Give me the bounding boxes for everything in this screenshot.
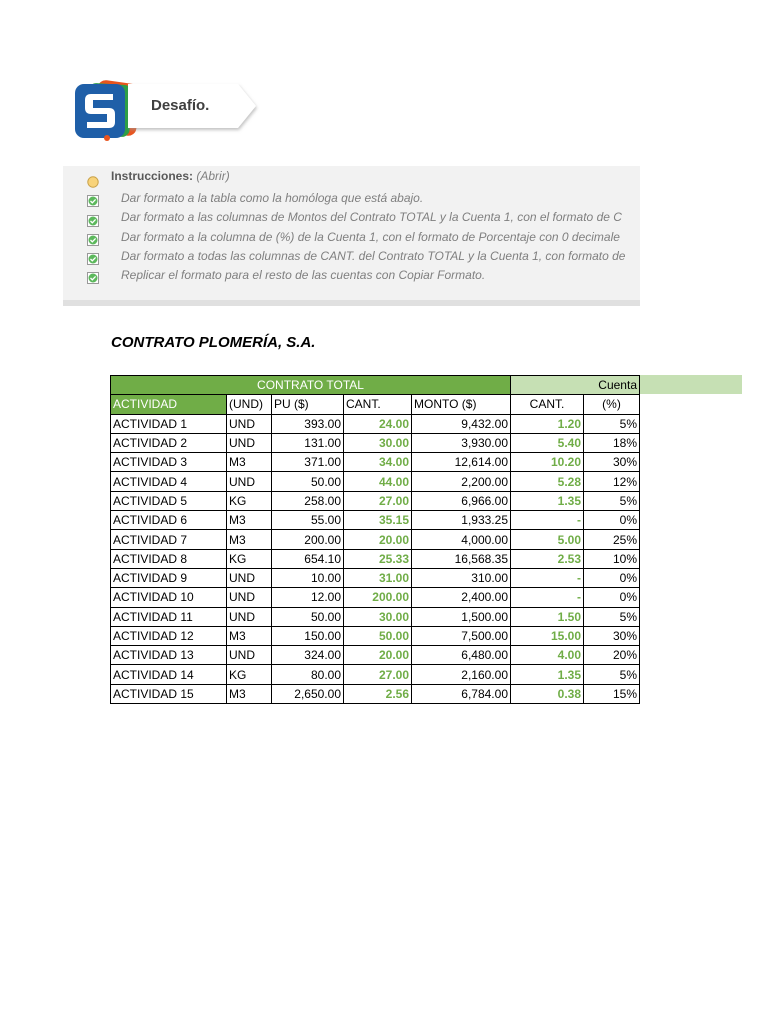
group-cuenta-header[interactable]: Cuenta bbox=[511, 376, 640, 395]
cell-cant[interactable]: 30.00 bbox=[344, 607, 412, 626]
table-row bbox=[111, 588, 640, 607]
cell-monto[interactable]: 6,784.00 bbox=[412, 684, 511, 703]
cell-c1-pct[interactable]: 30% bbox=[584, 453, 640, 472]
cell-c1-cant[interactable]: 4.00 bbox=[511, 646, 584, 665]
table-row bbox=[111, 491, 640, 510]
cell-c1-cant[interactable]: 15.00 bbox=[511, 626, 584, 645]
cell-und[interactable]: UND bbox=[227, 472, 272, 491]
instructions-label: Instrucciones: bbox=[111, 169, 194, 183]
cell-pu[interactable]: 50.00 bbox=[272, 472, 344, 491]
cell-c1-cant[interactable]: 0.38 bbox=[511, 684, 584, 703]
instruction-item: Dar formato a la columna de (%) de la Cuenta 1, con el formato de Porcentaje con 0 decimale bbox=[121, 230, 620, 244]
col-header-pu[interactable]: PU ($) bbox=[272, 395, 344, 414]
cell-c1-pct[interactable]: 5% bbox=[584, 607, 640, 626]
cell-monto[interactable]: 6,966.00 bbox=[412, 491, 511, 510]
cell-actividad[interactable]: ACTIVIDAD 10 bbox=[111, 588, 227, 607]
cell-pu[interactable]: 393.00 bbox=[272, 414, 344, 433]
cell-und[interactable]: KG bbox=[227, 491, 272, 510]
cell-c1-pct[interactable]: 0% bbox=[584, 588, 640, 607]
cell-c1-cant[interactable]: 5.28 bbox=[511, 472, 584, 491]
cell-c1-pct[interactable]: 25% bbox=[584, 530, 640, 549]
cell-cant[interactable]: 24.00 bbox=[344, 414, 412, 433]
cell-cant[interactable]: 50.00 bbox=[344, 626, 412, 645]
cell-monto[interactable]: 2,400.00 bbox=[412, 588, 511, 607]
table-row bbox=[111, 453, 640, 472]
panel-divider bbox=[63, 300, 640, 306]
cell-actividad[interactable]: ACTIVIDAD 1 bbox=[111, 414, 227, 433]
cell-und[interactable]: UND bbox=[227, 646, 272, 665]
cell-und[interactable]: UND bbox=[227, 607, 272, 626]
cell-und[interactable]: M3 bbox=[227, 684, 272, 703]
table-row bbox=[111, 665, 640, 684]
cell-und[interactable]: UND bbox=[227, 568, 272, 587]
col-header-monto[interactable]: MONTO ($) bbox=[412, 395, 511, 414]
cell-pu[interactable]: 2,650.00 bbox=[272, 684, 344, 703]
cell-c1-pct[interactable]: 5% bbox=[584, 414, 640, 433]
cell-pu[interactable]: 654.10 bbox=[272, 549, 344, 568]
cell-cant[interactable]: 200.00 bbox=[344, 588, 412, 607]
cell-cant[interactable]: 27.00 bbox=[344, 491, 412, 510]
cell-actividad[interactable]: ACTIVIDAD 11 bbox=[111, 607, 227, 626]
banner-title: Desafío. bbox=[151, 97, 210, 114]
cell-monto[interactable]: 1,500.00 bbox=[412, 607, 511, 626]
cell-pu[interactable]: 371.00 bbox=[272, 453, 344, 472]
cell-actividad[interactable]: ACTIVIDAD 9 bbox=[111, 568, 227, 587]
column-header-row bbox=[111, 395, 640, 414]
cell-c1-pct[interactable]: 12% bbox=[584, 472, 640, 491]
cell-cant[interactable]: 2.56 bbox=[344, 684, 412, 703]
cell-cant[interactable]: 30.00 bbox=[344, 433, 412, 452]
cell-c1-pct[interactable]: 10% bbox=[584, 549, 640, 568]
cell-pu[interactable]: 55.00 bbox=[272, 511, 344, 530]
cell-actividad[interactable]: ACTIVIDAD 5 bbox=[111, 491, 227, 510]
table-row bbox=[111, 646, 640, 665]
cell-und[interactable]: M3 bbox=[227, 511, 272, 530]
cell-monto[interactable]: 2,200.00 bbox=[412, 472, 511, 491]
instructions-header[interactable] bbox=[111, 169, 230, 183]
cell-c1-pct[interactable]: 18% bbox=[584, 433, 640, 452]
instruction-item: Dar formato a la tabla como la homóloga que está abajo. bbox=[121, 191, 424, 205]
cell-c1-pct[interactable]: 5% bbox=[584, 665, 640, 684]
check-circle-icon[interactable] bbox=[87, 195, 99, 207]
instruction-item: Dar formato a todas las columnas de CANT. del Contrato TOTAL y la Cuenta 1, con formato de bbox=[121, 249, 626, 263]
table-row bbox=[111, 414, 640, 433]
cell-und[interactable]: UND bbox=[227, 588, 272, 607]
cell-c1-cant[interactable]: 2.53 bbox=[511, 549, 584, 568]
table-row bbox=[111, 433, 640, 452]
col-header-c1-cant[interactable]: CANT. bbox=[511, 395, 584, 414]
table-row bbox=[111, 626, 640, 645]
cell-c1-cant[interactable]: - bbox=[511, 588, 584, 607]
cell-monto[interactable]: 9,432.00 bbox=[412, 414, 511, 433]
cell-und[interactable]: KG bbox=[227, 665, 272, 684]
table-row bbox=[111, 511, 640, 530]
cell-c1-cant[interactable]: 5.40 bbox=[511, 433, 584, 452]
cell-c1-cant[interactable]: 1.35 bbox=[511, 491, 584, 510]
cell-pu[interactable]: 80.00 bbox=[272, 665, 344, 684]
col-header-und[interactable]: (UND) bbox=[227, 395, 272, 414]
cell-monto[interactable]: 12,614.00 bbox=[412, 453, 511, 472]
cell-actividad[interactable]: ACTIVIDAD 6 bbox=[111, 511, 227, 530]
col-header-c1-pct[interactable]: (%) bbox=[584, 395, 640, 414]
cell-cant[interactable]: 35.15 bbox=[344, 511, 412, 530]
cell-und[interactable]: UND bbox=[227, 433, 272, 452]
cell-c1-cant[interactable]: 10.20 bbox=[511, 453, 584, 472]
cell-actividad[interactable]: ACTIVIDAD 13 bbox=[111, 646, 227, 665]
table-row bbox=[111, 684, 640, 703]
cell-c1-cant[interactable]: - bbox=[511, 511, 584, 530]
cell-actividad[interactable]: ACTIVIDAD 3 bbox=[111, 453, 227, 472]
cell-cant[interactable]: 44.00 bbox=[344, 472, 412, 491]
cell-actividad[interactable]: ACTIVIDAD 7 bbox=[111, 530, 227, 549]
cell-pu[interactable]: 200.00 bbox=[272, 530, 344, 549]
cell-c1-cant[interactable]: 1.50 bbox=[511, 607, 584, 626]
cell-cant[interactable]: 25.33 bbox=[344, 549, 412, 568]
cell-pu[interactable]: 131.00 bbox=[272, 433, 344, 452]
cell-c1-pct[interactable]: 30% bbox=[584, 626, 640, 645]
cell-c1-pct[interactable]: 5% bbox=[584, 491, 640, 510]
cell-cant[interactable]: 34.00 bbox=[344, 453, 412, 472]
check-circle-icon[interactable] bbox=[87, 253, 99, 265]
cell-und[interactable]: M3 bbox=[227, 626, 272, 645]
cell-monto[interactable]: 2,160.00 bbox=[412, 665, 511, 684]
cell-actividad[interactable]: ACTIVIDAD 12 bbox=[111, 626, 227, 645]
contract-table bbox=[110, 375, 640, 704]
cell-monto[interactable]: 7,500.00 bbox=[412, 626, 511, 645]
table-row bbox=[111, 568, 640, 587]
instruction-item: Replicar el formato para el resto de las cuentas con Copiar Formato. bbox=[121, 268, 486, 282]
cell-actividad[interactable]: ACTIVIDAD 15 bbox=[111, 684, 227, 703]
instructions-panel bbox=[63, 166, 640, 306]
info-bulb-icon bbox=[87, 176, 99, 188]
cell-c1-pct[interactable]: 15% bbox=[584, 684, 640, 703]
cell-und[interactable]: M3 bbox=[227, 530, 272, 549]
cell-c1-pct[interactable]: 0% bbox=[584, 511, 640, 530]
check-circle-icon[interactable] bbox=[87, 272, 99, 284]
instruction-item: Dar formato a las columnas de Montos del Contrato TOTAL y la Cuenta 1, con el formato de C bbox=[121, 210, 622, 224]
cell-cant[interactable]: 31.00 bbox=[344, 568, 412, 587]
cell-c1-pct[interactable]: 20% bbox=[584, 646, 640, 665]
col-header-actividad[interactable]: ACTIVIDAD bbox=[111, 395, 227, 414]
cell-monto[interactable]: 310.00 bbox=[412, 568, 511, 587]
cell-und[interactable]: KG bbox=[227, 549, 272, 568]
cell-cant[interactable]: 20.00 bbox=[344, 530, 412, 549]
cell-actividad[interactable]: ACTIVIDAD 8 bbox=[111, 549, 227, 568]
col-header-cant[interactable]: CANT. bbox=[344, 395, 412, 414]
cell-pu[interactable]: 50.00 bbox=[272, 607, 344, 626]
cell-cant[interactable]: 27.00 bbox=[344, 665, 412, 684]
table-row bbox=[111, 607, 640, 626]
cell-monto[interactable]: 3,930.00 bbox=[412, 433, 511, 452]
cell-monto[interactable]: 6,480.00 bbox=[412, 646, 511, 665]
group-total-header[interactable]: CONTRATO TOTAL bbox=[111, 376, 511, 395]
cuenta-header-extension[interactable] bbox=[640, 375, 742, 394]
cell-pu[interactable]: 324.00 bbox=[272, 646, 344, 665]
cell-actividad[interactable]: ACTIVIDAD 2 bbox=[111, 433, 227, 452]
cell-monto[interactable]: 16,568.35 bbox=[412, 549, 511, 568]
cell-c1-cant[interactable]: 5.00 bbox=[511, 530, 584, 549]
cell-und[interactable]: M3 bbox=[227, 453, 272, 472]
cell-pu[interactable]: 150.00 bbox=[272, 626, 344, 645]
cell-monto[interactable]: 4,000.00 bbox=[412, 530, 511, 549]
group-header-row bbox=[111, 376, 640, 395]
cell-pu[interactable]: 12.00 bbox=[272, 588, 344, 607]
cell-c1-cant[interactable]: - bbox=[511, 568, 584, 587]
cell-c1-pct[interactable]: 0% bbox=[584, 568, 640, 587]
cell-c1-cant[interactable]: 1.35 bbox=[511, 665, 584, 684]
cell-c1-cant[interactable]: 1.20 bbox=[511, 414, 584, 433]
cell-monto[interactable]: 1,933.25 bbox=[412, 511, 511, 530]
table-row bbox=[111, 472, 640, 491]
cell-actividad[interactable]: ACTIVIDAD 4 bbox=[111, 472, 227, 491]
check-circle-icon[interactable] bbox=[87, 234, 99, 246]
table-row bbox=[111, 530, 640, 549]
check-circle-icon[interactable] bbox=[87, 215, 99, 227]
cell-cant[interactable]: 20.00 bbox=[344, 646, 412, 665]
cell-actividad[interactable]: ACTIVIDAD 14 bbox=[111, 665, 227, 684]
cell-und[interactable]: UND bbox=[227, 414, 272, 433]
table-row bbox=[111, 549, 640, 568]
cell-pu[interactable]: 258.00 bbox=[272, 491, 344, 510]
document-title: CONTRATO PLOMERÍA, S.A. bbox=[111, 334, 316, 351]
cell-pu[interactable]: 10.00 bbox=[272, 568, 344, 587]
instructions-toggle[interactable]: (Abrir) bbox=[196, 169, 230, 183]
